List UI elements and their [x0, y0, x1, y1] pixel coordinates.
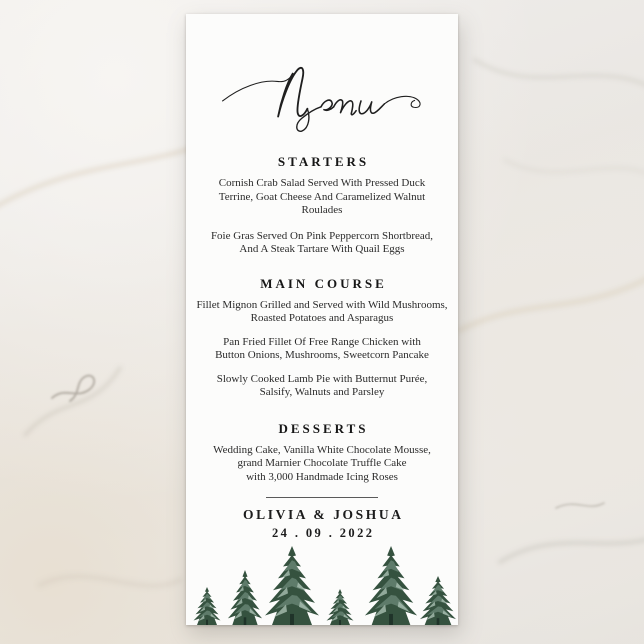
menu-item [186, 373, 458, 400]
menu-item [186, 299, 458, 326]
menu-item-line: Roulades [301, 204, 343, 216]
menu-item [186, 336, 458, 363]
menu-item [186, 177, 458, 218]
menu-item-line: Roasted Potatoes and Asparagus [250, 312, 394, 324]
menu-item-line: Slowly Cooked Lamb Pie with Butternut Purée, [216, 372, 428, 385]
menu-item-line: Button Onions, Mushrooms, Sweetcorn Pancake [215, 349, 429, 361]
menu-item-line: Foie Gras Served On Pink Peppercorn Shortbread, [210, 229, 434, 242]
event-date: 24 . 09 . 2022 [272, 526, 375, 540]
menu-item-line: Cornish Crab Salad Served With Pressed Duck [218, 177, 426, 189]
menu-item-line: Terrine, Goat Cheese And Caramelized Walnut [218, 190, 426, 203]
menu-item [186, 230, 458, 257]
menu-item-line: Wedding Cake, Vanilla White Chocolate Mousse, [213, 443, 431, 456]
divider-line [266, 497, 378, 498]
menu-item-line: Pan Fried Fillet Of Free Range Chicken with [223, 335, 421, 348]
menu-card [186, 14, 458, 625]
menu-item-line: And A Steak Tartare With Quail Eggs [239, 243, 405, 255]
menu-item-line: with 3,000 Handmade Icing Roses [246, 470, 398, 483]
section-heading-main-course: MAIN COURSE [260, 275, 387, 291]
menu-item-line: grand Marnier Chocolate Truffle Cake [237, 457, 407, 469]
menu-item-line: Salsify, Walnuts and Parsley [259, 386, 385, 398]
menu-item [186, 444, 458, 485]
section-heading-desserts: DESSERTS [278, 420, 369, 436]
menu-card-content [186, 14, 458, 625]
menu-script-drawing [216, 60, 428, 138]
menu-title-script [186, 60, 458, 138]
section-heading-starters: STARTERS [277, 154, 370, 169]
pine-trees-illustration [186, 543, 458, 625]
menu-item-line: Fillet Mignon Grilled and Served with Wild Mushrooms, [196, 298, 448, 311]
couple-names: OLIVIA & JOSHUA [243, 507, 404, 522]
